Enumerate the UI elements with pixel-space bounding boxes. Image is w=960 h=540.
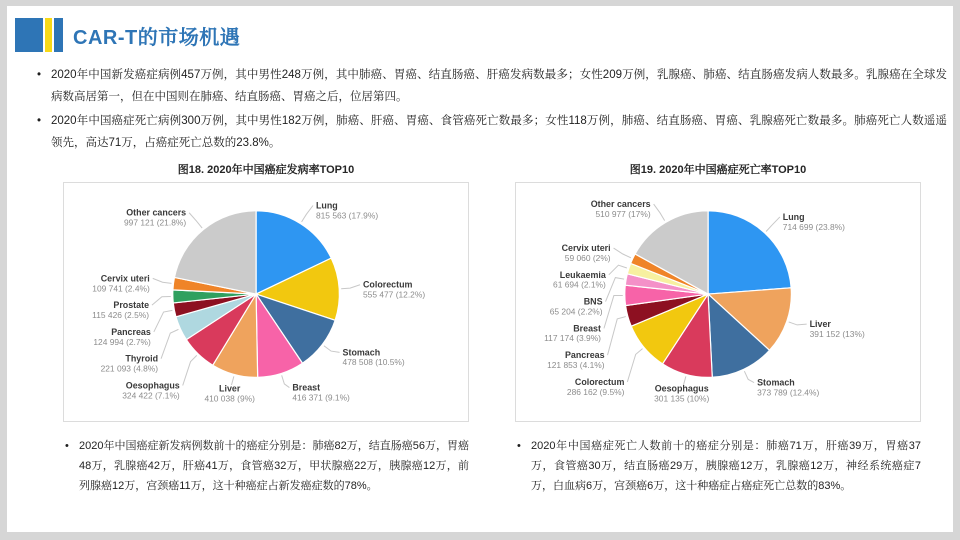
label-connector-line — [341, 285, 360, 289]
slice-value-cervix-uteri: 109 741 (2.4%) — [92, 283, 150, 294]
label-connector-line — [183, 355, 197, 385]
slice-label-liver: Liver — [809, 319, 831, 330]
mortality-note: • 2020年中国癌症死亡人数前十的癌症分别是：肺癌71万，肝癌39万，胃癌37万，食管癌30万，结直肠癌29万，胰腺癌12万，乳腺癌12万，神经系统癌症7万，白血病6万，宫颈癌6万，这十种癌症占癌症死亡总数的83%。 — [515, 436, 921, 496]
slice-label-other-cancers: Other cancers — [126, 207, 187, 218]
slice-label-oesophagus: Oesophagus — [125, 380, 180, 391]
mortality-pie-chart — [516, 183, 920, 421]
slice-label-stomach: Stomach — [342, 347, 381, 358]
label-connector-line — [152, 296, 171, 305]
label-connector-line — [608, 317, 626, 356]
incidence-chart-title: 图18. 2020年中国癌症发病率TOP10 — [177, 164, 355, 176]
slice-value-oesophagus: 324 422 (7.1%) — [122, 390, 180, 401]
slice-label-pancreas: Pancreas — [111, 326, 151, 337]
slice-value-bns: 65 204 (2.2%) — [549, 306, 603, 317]
slice-label-breast: Breast — [292, 382, 321, 393]
logo-blue-block — [15, 18, 43, 52]
slice-label-bns: BNS — [583, 296, 603, 307]
slice-value-pancreas: 124 994 (2.7%) — [93, 336, 151, 347]
bullet-new-cases-summary: • 2020年中国新发癌症病例457万例，其中男性248万例，其中肺癌、胃癌、结直肠癌、肝癌发病数最多；女性209万例，乳腺癌、肺癌、结直肠癌发病人数最多。乳腺癌在全球发病数高居第一，但在中国则在肺癌、结直肠癌、胃癌之后，位居第四。 — [35, 64, 947, 108]
slice-label-leukaemia: Leukaemia — [559, 269, 606, 280]
logo-blue-stripe — [54, 18, 63, 52]
slice-value-prostate: 115 426 (2.5%) — [92, 310, 150, 321]
slice-value-breast: 117 174 (3.9%) — [544, 333, 601, 344]
bullet-death-summary: • 2020年中国癌症死亡病例300万例，其中男性182万例，肺癌、肝癌、胃癌、食管癌死亡数最多；女性118万例，肺癌、结直肠癌、胃癌、乳腺癌死亡数最多。肺癌死亡人数遥遥领先，高达71万，占癌症死亡总数的23.8%。 — [35, 110, 947, 154]
slice-value-colorectum: 286 162 (9.5%) — [566, 386, 625, 397]
label-connector-line — [154, 310, 173, 332]
slice-value-pancreas: 121 853 (4.1%) — [547, 360, 605, 371]
pie-slice-lung — [708, 211, 791, 294]
slice-label-lung: Lung — [315, 200, 338, 211]
label-connector-line — [766, 217, 780, 232]
incidence-note: • 2020年中国癌症新发病例数前十的癌症分别是：肺癌82万，结直肠癌56万，胃癌48万，乳腺癌42万，肝癌41万，食管癌32万，甲状腺癌22万，胰腺癌12万，前列腺癌12万，宫颈癌11万，这十种癌症占新发癌症数的78%。 — [63, 436, 469, 496]
incidence-chart-block — [63, 161, 469, 496]
label-connector-line — [789, 322, 807, 325]
slide-header — [15, 18, 240, 52]
slice-label-pancreas: Pancreas — [564, 350, 605, 361]
slice-value-stomach: 478 508 (10.5%) — [342, 357, 405, 368]
slice-label-colorectum: Colorectum — [362, 279, 413, 290]
slice-value-colorectum: 555 477 (12.2%) — [362, 289, 426, 300]
label-connector-line — [153, 278, 172, 283]
label-connector-line — [282, 375, 290, 387]
slice-label-other-cancers: Other cancers — [590, 199, 651, 210]
label-connector-line — [606, 278, 625, 302]
mortality-note-list — [515, 436, 921, 496]
slice-label-cervix-uteri: Cervix uteri — [100, 273, 150, 284]
slice-value-other-cancers: 510 977 (17%) — [595, 208, 651, 219]
slice-label-cervix-uteri: Cervix uteri — [561, 242, 611, 253]
slice-value-thyroid: 221 093 (4.8%) — [100, 363, 159, 374]
slice-label-lung: Lung — [782, 211, 805, 222]
page-title: CAR-T的市场机遇 — [73, 26, 241, 49]
label-connector-line — [189, 213, 202, 228]
slice-value-liver: 410 038 (9%) — [204, 393, 255, 404]
slice-value-stomach: 373 789 (12.4%) — [757, 387, 820, 398]
slice-label-stomach: Stomach — [757, 377, 795, 388]
label-connector-line — [604, 295, 623, 328]
mortality-chart-panel — [515, 182, 921, 422]
mortality-chart-title: 图19. 2020年中国癌症死亡率TOP10 — [629, 164, 807, 176]
label-connector-line — [627, 349, 642, 382]
label-connector-line — [609, 265, 627, 275]
label-connector-line — [614, 248, 631, 258]
label-connector-line — [744, 371, 754, 382]
slice-value-lung: 815 563 (17.9%) — [315, 210, 379, 221]
label-connector-line — [161, 329, 178, 358]
slice-value-other-cancers: 997 121 (21.8%) — [123, 217, 187, 228]
slice-value-liver: 391 152 (13%) — [809, 329, 865, 340]
slice-label-oesophagus: Oesophagus — [654, 383, 709, 394]
incidence-pie-chart — [64, 183, 468, 421]
summary-bullet-list — [35, 64, 947, 156]
slice-label-liver: Liver — [219, 383, 241, 394]
slice-label-breast: Breast — [573, 323, 601, 334]
label-connector-line — [654, 204, 665, 221]
slice-label-prostate: Prostate — [113, 300, 150, 311]
charts-row — [63, 161, 921, 496]
logo-yellow-stripe — [45, 18, 52, 52]
label-connector-line — [302, 206, 313, 222]
brand-flag-icon — [15, 18, 63, 52]
slice-value-cervix-uteri: 59 060 (2%) — [564, 252, 611, 263]
slice-label-thyroid: Thyroid — [125, 353, 159, 364]
label-connector-line — [324, 346, 340, 353]
incidence-note-list — [63, 436, 469, 496]
slice-value-oesophagus: 301 135 (10%) — [654, 393, 710, 404]
mortality-chart-block — [515, 161, 921, 496]
incidence-chart-panel — [63, 182, 469, 422]
slice-label-colorectum: Colorectum — [574, 376, 625, 387]
slide — [7, 6, 953, 532]
slice-value-leukaemia: 61 694 (2.1%) — [553, 279, 606, 290]
slice-value-lung: 714 699 (23.8%) — [782, 221, 845, 232]
slice-value-breast: 416 371 (9.1%) — [292, 392, 350, 403]
